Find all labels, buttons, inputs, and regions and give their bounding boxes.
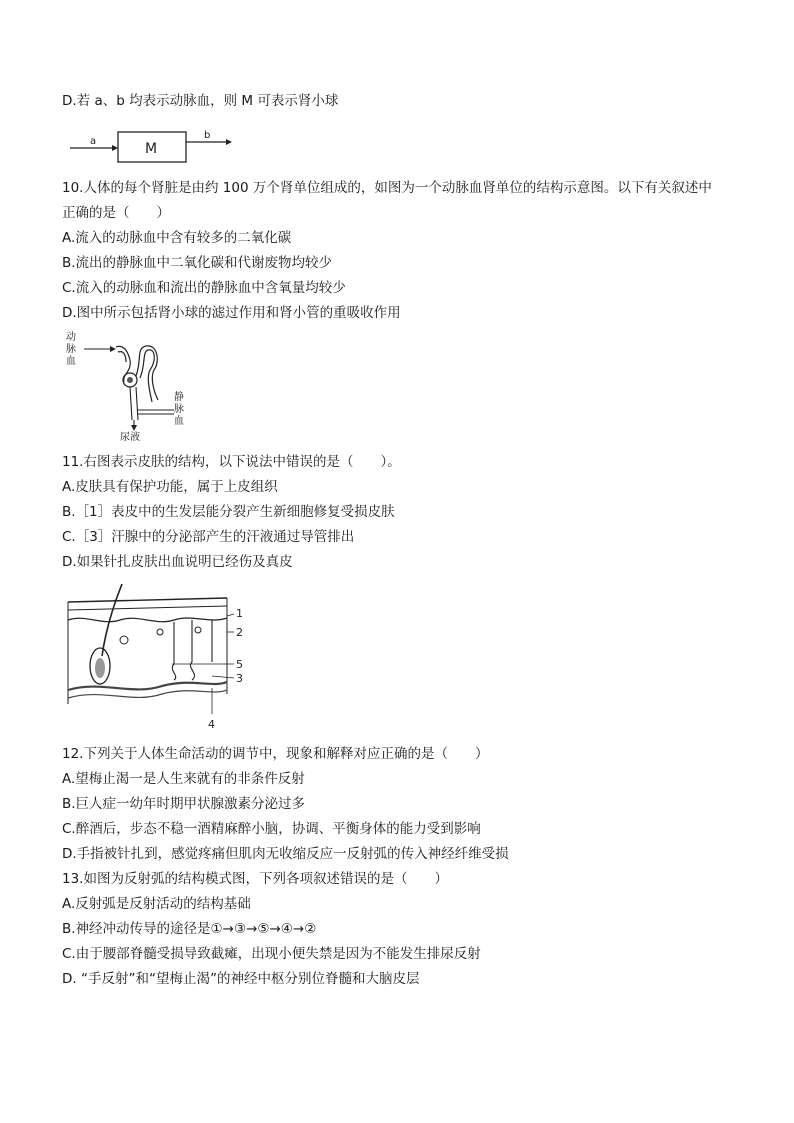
q11-option-c: C.［3］汗腺中的分泌部产生的汗液通过导管排出: [62, 529, 355, 545]
skin-label-4: 4: [208, 718, 215, 731]
q9-option-d: D.若 a、b 均表示动脉血，则 M 可表示肾小球: [62, 93, 339, 109]
q9-label-a: a: [90, 136, 97, 147]
q12-option-a: A.望梅止渴一是人生来就有的非条件反射: [62, 771, 305, 787]
q9-label-b: b: [204, 130, 211, 141]
q10-option-d: D.图中所示包括肾小球的滤过作用和肾小管的重吸收作用: [62, 305, 401, 321]
q11-option-a: A.皮肤具有保护功能，属于上皮组织: [62, 479, 278, 495]
vein-label-1: 静: [174, 392, 184, 403]
q9-diagram: [66, 122, 246, 166]
skin-label-5: 5: [236, 658, 243, 671]
q9-label-m: M: [145, 141, 158, 157]
q13-option-a: A.反射弧是反射活动的结构基础: [62, 896, 251, 912]
skin-label-2: 2: [236, 626, 243, 639]
q10-stem-line2: 正确的是（ ）: [62, 205, 170, 221]
artery-label-2: 脉: [66, 344, 76, 355]
q13-stem: 13.如图为反射弧的结构模式图，下列各项叙述错误的是（ ）: [62, 871, 448, 887]
artery-label-3: 血: [66, 356, 76, 367]
skin-label-1: 1: [236, 607, 243, 620]
q13-option-b: B.神经冲动传导的途径是①→③→⑤→④→②: [62, 921, 317, 937]
skin-diagram: [62, 584, 252, 732]
q12-option-b: B.巨人症一幼年时期甲状腺激素分泌过多: [62, 796, 306, 812]
q12-option-c: C.醉酒后，步态不稳一酒精麻醉小脑，协调、平衡身体的能力受到影响: [62, 821, 481, 837]
q11-option-b: B.［1］表皮中的生发层能分裂产生新细胞修复受损皮肤: [62, 504, 395, 520]
q10-option-a: A.流入的动脉血中含有较多的二氧化碳: [62, 230, 292, 246]
q12-option-d: D.手指被针扎到，感觉疼痛但肌肉无收缩反应一反射弧的传入神经纤维受损: [62, 846, 509, 862]
q13-option-c: C.由于腰部脊髓受损导致截瘫，出现小便失禁是因为不能发生排尿反射: [62, 946, 481, 962]
q13-option-d: D. “手反射”和“望梅止渴”的神经中枢分别位脊髓和大脑皮层: [62, 971, 420, 987]
q10-stem-line1: 10.人体的每个肾脏是由约 100 万个肾单位组成的，如图为一个动脉血肾单位的结构示意图。以下有关叙述中: [62, 180, 712, 196]
q11-stem: 11.右图表示皮肤的结构，以下说法中错误的是（ ）。: [62, 454, 401, 470]
q12-stem: 12.下列关于人体生命活动的调节中，现象和解释对应正确的是（ ）: [62, 746, 489, 762]
skin-label-3: 3: [236, 672, 243, 685]
vein-label-3: 血: [174, 416, 184, 427]
urine-label: 尿液: [120, 432, 140, 442]
artery-label-1: 动: [66, 332, 76, 343]
q10-option-c: C.流入的动脉血和流出的静脉血中含氧量均较少: [62, 280, 346, 296]
q11-option-d: D.如果针扎皮肤出血说明已经伤及真皮: [62, 554, 293, 570]
vein-label-2: 脉: [174, 404, 184, 415]
nephron-diagram: [62, 330, 202, 442]
q10-option-b: B.流出的静脉血中二氧化碳和代谢废物均较少: [62, 255, 333, 271]
